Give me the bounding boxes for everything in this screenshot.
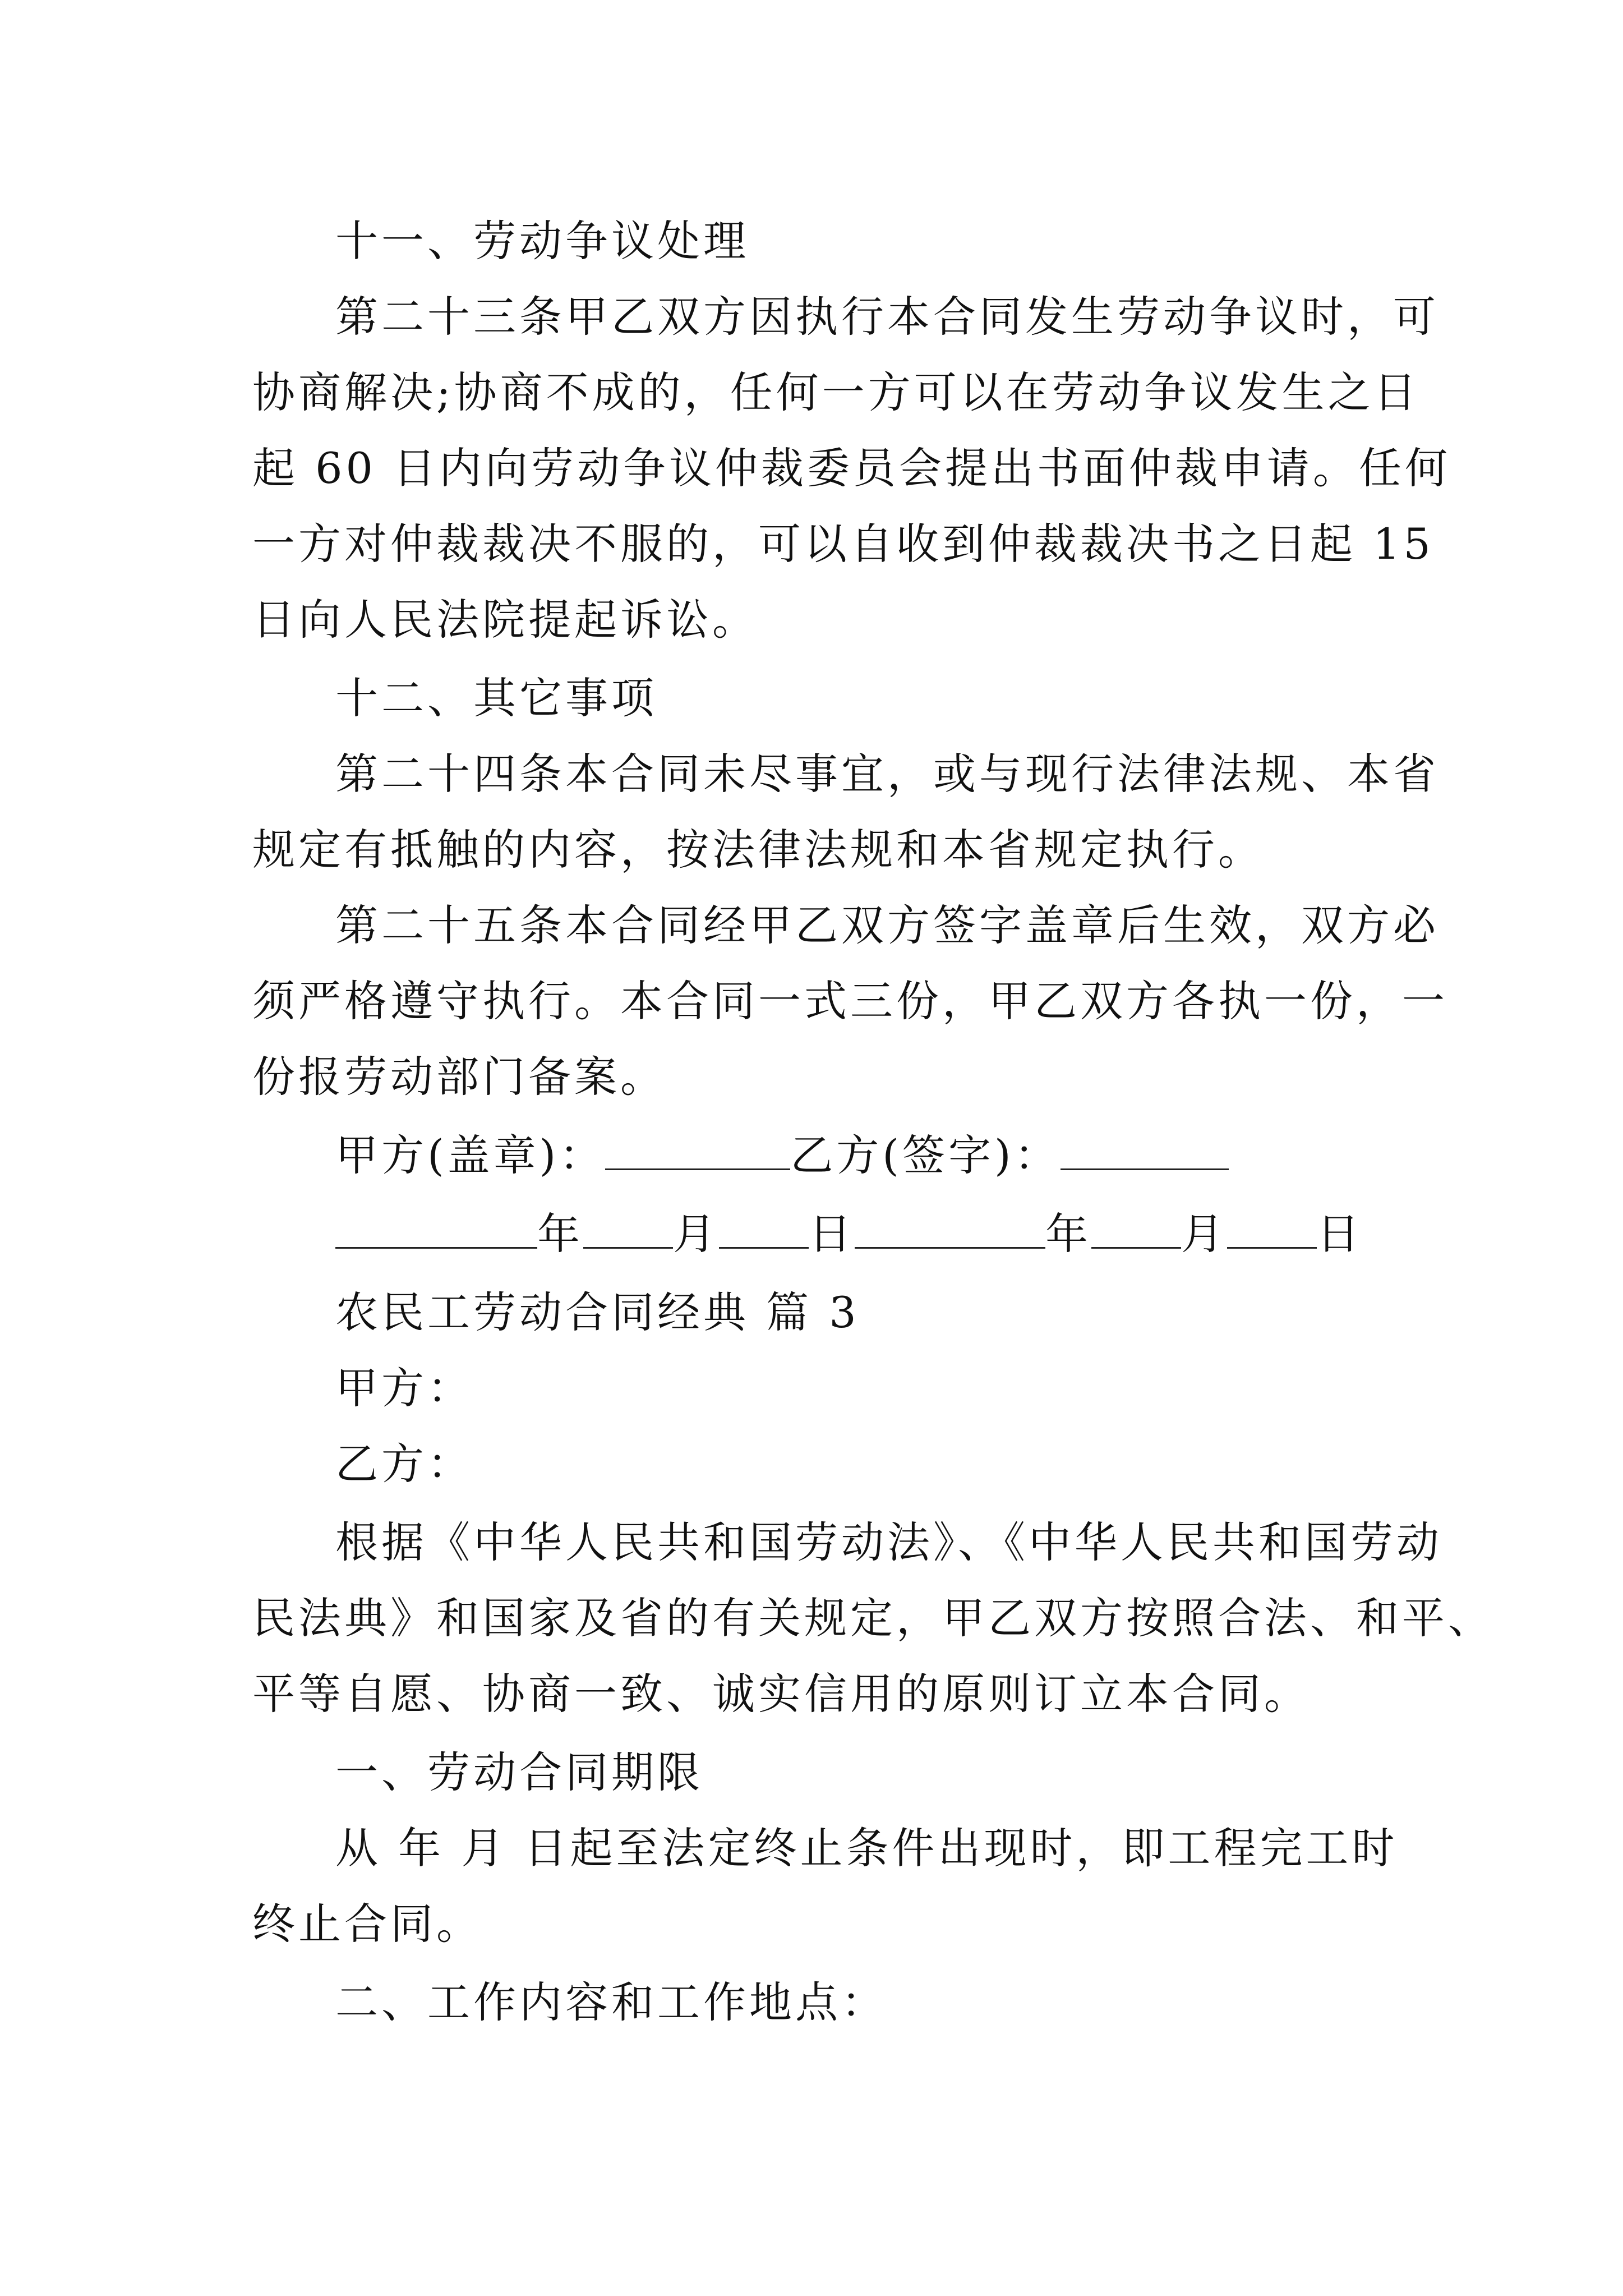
party-a-seal-blank[interactable]: [605, 1133, 790, 1170]
party-a-day-blank[interactable]: [719, 1211, 809, 1249]
party-a-label: 甲方：: [335, 1363, 473, 1413]
section-2-heading: 二、工作内容和工作地点：: [335, 1977, 887, 2027]
year-label: 年: [537, 1209, 583, 1259]
section-1-heading: 一、劳动合同期限: [335, 1747, 703, 1797]
article-23-line-2: 协商解决;协商不成的，任何一方可以在劳动争议发生之日: [252, 367, 1420, 417]
month-label: 月: [1181, 1209, 1227, 1259]
term-line-2: 终止合同。: [252, 1899, 482, 1949]
party-b-label: 乙方：: [335, 1439, 473, 1489]
party-a-month-blank[interactable]: [583, 1211, 673, 1249]
month-label: 月: [673, 1209, 719, 1259]
year-label: 年: [1045, 1209, 1091, 1259]
article-24-line-1: 第二十四条本合同未尽事宜，或与现行法律法规、本省: [335, 749, 1439, 799]
party-b-day-blank[interactable]: [1227, 1211, 1317, 1249]
section-12-heading: 十二、其它事项: [335, 673, 657, 723]
article-25-line-3: 份报劳动部门备案。: [252, 1052, 666, 1102]
party-b-sign-blank[interactable]: [1061, 1133, 1229, 1170]
signature-line: [335, 1128, 1390, 1184]
article-25-line-2: 须严格遵守执行。本合同一式三份，甲乙双方各执一份，一: [252, 976, 1448, 1026]
party-b-sign-label: 乙方(签字)：: [790, 1130, 1061, 1180]
day-label: 日: [1317, 1209, 1363, 1259]
article-25-line-1: 第二十五条本合同经甲乙双方签字盖章后生效，双方必: [335, 900, 1439, 950]
article-23-line-3: 起 60 日内向劳动争议仲裁委员会提出书面仲裁申请。任何: [252, 443, 1451, 493]
next-contract-title: 农民工劳动合同经典 篇 3: [335, 1287, 860, 1337]
preamble-line-1: 根据《中华人民共和国劳动法》、《中华人民共和国劳动: [335, 1517, 1442, 1567]
article-23-line-1: 第二十三条甲乙双方因执行本合同发生劳动争议时，可: [335, 292, 1439, 342]
date-line: [335, 1206, 1390, 1262]
day-label: 日: [809, 1209, 855, 1259]
party-a-year-blank[interactable]: [335, 1211, 537, 1249]
section-11-heading: 十一、劳动争议处理: [335, 216, 749, 266]
party-b-year-blank[interactable]: [855, 1211, 1045, 1249]
party-b-month-blank[interactable]: [1091, 1211, 1181, 1249]
article-23-line-5: 日向人民法院提起诉讼。: [252, 595, 758, 645]
article-23-line-4: 一方对仲裁裁决不服的，可以自收到仲裁裁决书之日起 15: [252, 519, 1434, 569]
term-line-1: 从 年 月 日起至法定终止条件出现时，即工程完工时: [335, 1823, 1398, 1873]
party-a-seal-label: 甲方(盖章)：: [335, 1130, 606, 1180]
preamble-line-2: 民法典》和国家及省的有关规定，甲乙双方按照合法、和平、: [252, 1593, 1494, 1643]
article-24-line-2: 规定有抵触的内容，按法律法规和本省规定执行。: [252, 825, 1264, 875]
preamble-line-3: 平等自愿、协商一致、诚实信用的原则订立本合同。: [252, 1669, 1310, 1719]
